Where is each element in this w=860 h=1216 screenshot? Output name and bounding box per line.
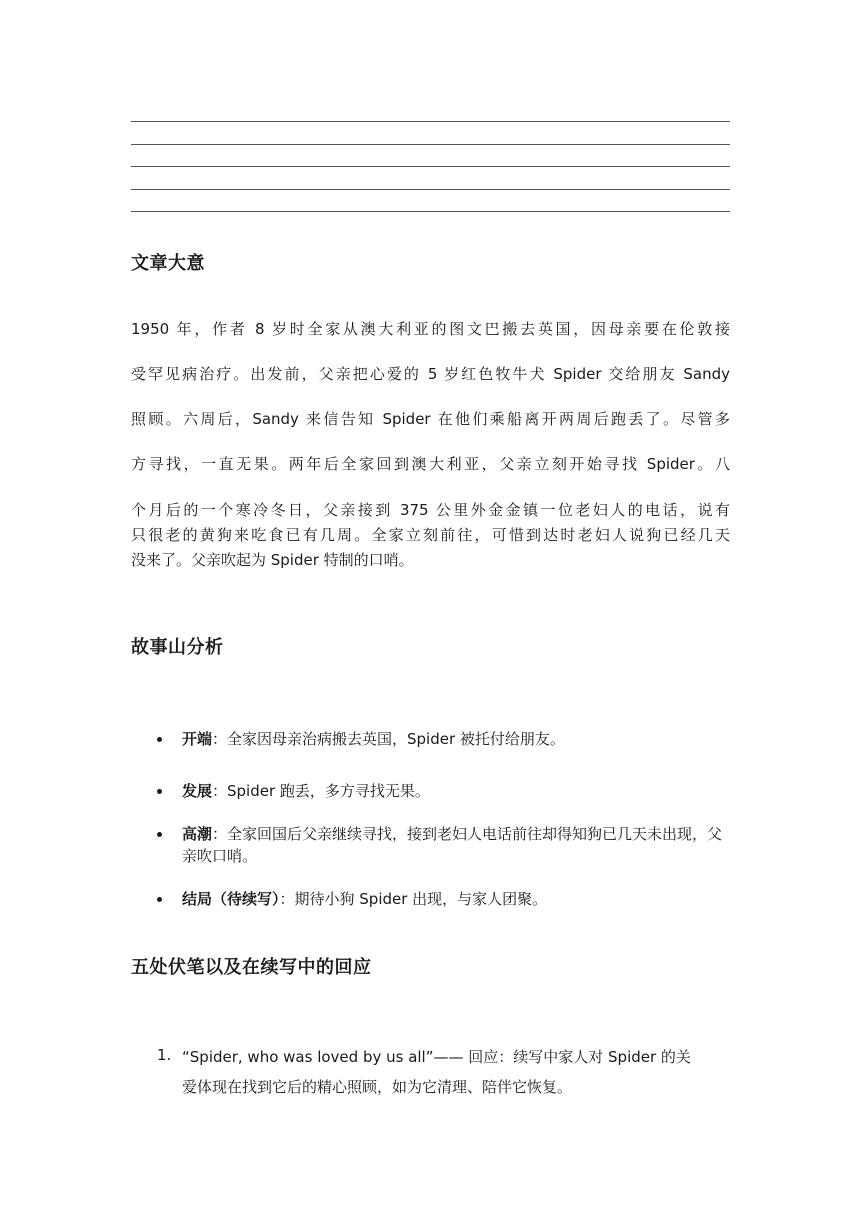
item-label: 发展 [182,782,213,800]
summary-line: 照顾。六周后，Sandy 来信告知 Spider 在他们乘船离开两周后跑丢了。尽管多 [131,410,730,428]
item-label: 结局（待续写） [182,890,280,908]
answer-lines [131,121,730,234]
answer-line [131,211,730,212]
summary-line: 没来了。父亲吹起为 Spider 特制的口哨。 [131,551,414,569]
item-text-line: 爱体现在找到它后的精心照顾，如为它清理、陪伴它恢复。 [182,1078,573,1096]
item-label: 开端 [182,730,213,748]
summary-line: 只很老的黄狗来吃食已有几周。全家立刻前往，可惜到达时老妇人说狗已经几天 [131,526,730,544]
item-text: ：Spider 跑丢，多方寻找无果。 [212,782,430,800]
bullet-icon [157,737,162,742]
item-number: 1. [157,1046,172,1064]
summary-heading: 文章大意 [131,253,205,274]
answer-line [131,166,730,167]
summary-line: 个月后的一个寒冷冬日，父亲接到 375 公里外金金镇一位老妇人的电话，说有 [131,501,730,519]
item-text: ：全家因母亲治病搬去英国，Spider 被托付给朋友。 [212,730,565,748]
bullet-icon [157,789,162,794]
foreshadow-heading: 五处伏笔以及在续写中的回应 [131,957,372,978]
bullet-icon [157,832,162,837]
summary-line: 受罕见病治疗。出发前，父亲把心爱的 5 岁红色牧牛犬 Spider 交给朋友 Sandy [131,365,730,383]
analysis-heading: 故事山分析 [131,637,224,658]
summary-line: 1950 年，作者 8 岁时全家从澳大利亚的图文巴搬去英国，因母亲要在伦敦接 [131,320,730,338]
answer-line [131,189,730,190]
item-text: ：全家回国后父亲继续寻找，接到老妇人电话前往却得知狗已几天未出现，父亲吹口哨。 [182,825,723,865]
summary-line: 方寻找，一直无果。两年后全家回到澳大利亚，父亲立刻开始寻找 Spider。八 [131,455,730,473]
bullet-icon [157,897,162,902]
item-label: 高潮 [182,825,213,843]
item-text: ：期待小狗 Spider 出现，与家人团聚。 [279,890,548,908]
answer-line [131,144,730,145]
item-text-line: “Spider, who was loved by us all”—— 回应：续写中家人对 Spider 的关 [182,1048,691,1066]
answer-line [131,121,730,122]
